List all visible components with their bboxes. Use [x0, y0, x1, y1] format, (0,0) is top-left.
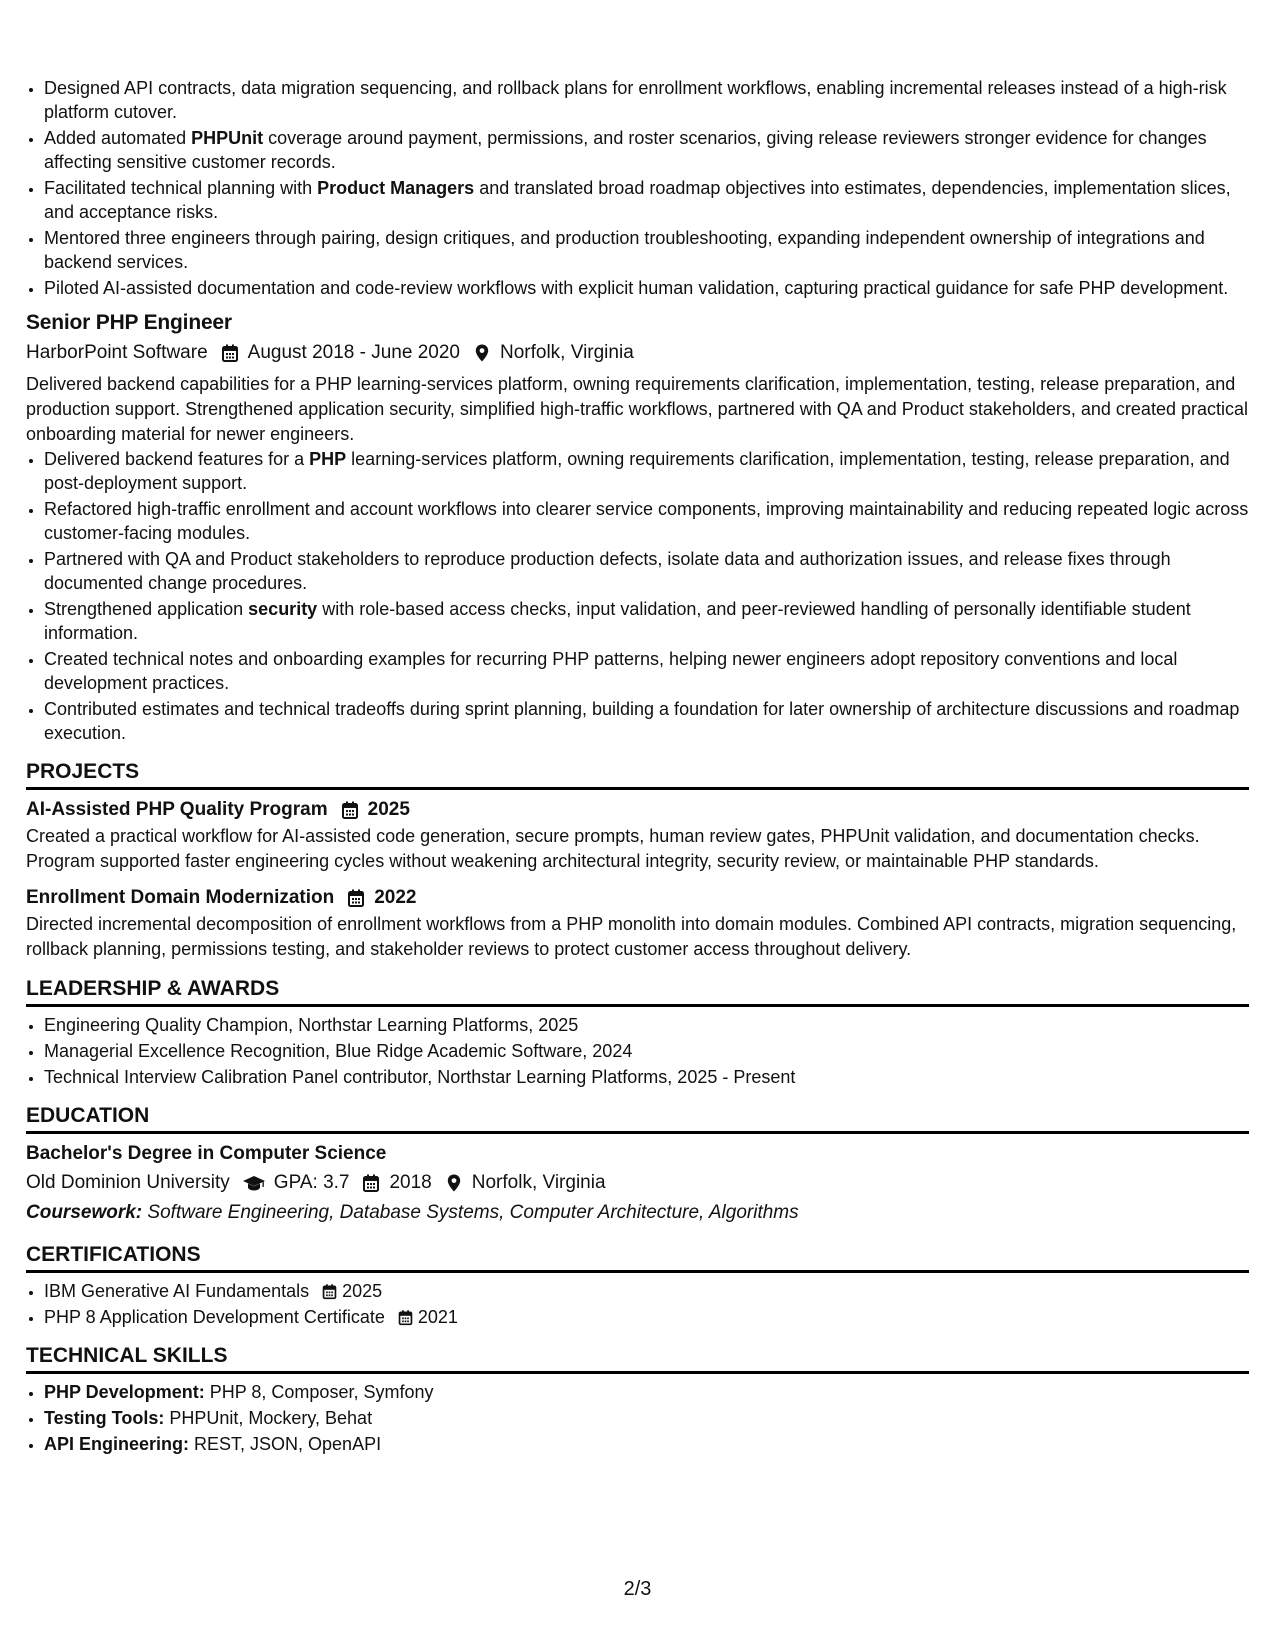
list-item: • Technical Interview Calibration Panel contributor, Northstar Learning Platforms, 2025 - Present: [44, 1065, 1249, 1089]
resume-page: [26, 76, 1249, 1458]
leadership-list: [26, 1013, 1249, 1089]
list-item: • API Engineering: REST, JSON, OpenAPI: [44, 1432, 1249, 1456]
project-title: Enrollment Domain Modernization 2022: [26, 884, 1249, 912]
list-item: • PHP Development: PHP 8, Composer, Symfony: [44, 1380, 1249, 1404]
project-year: 2022: [374, 887, 417, 908]
list-item: • PHP 8 Application Development Certificate 2021: [44, 1305, 1249, 1329]
calendar-icon: [397, 1309, 414, 1326]
map-pin-icon: [472, 343, 492, 363]
list-item: • Partnered with QA and Product stakeholders to reproduce production defects, isolate data and authorization issues, and release fixes through documented change procedures.: [44, 547, 1249, 595]
list-item: • IBM Generative AI Fundamentals 2025: [44, 1279, 1249, 1303]
list-item: • Added automated PHPUnit coverage around payment, permissions, and roster scenarios, giving release reviewers stronger evidence for changes affecting sensitive customer records.: [44, 126, 1249, 174]
calendar-icon: [340, 800, 360, 820]
project-description: Created a practical workflow for AI-assisted code generation, secure prompts, human review gates, PHPUnit validation, and documentation checks. Program supported faster engineering cycles without weakening architectural integrity, security review, or maintainable PHP standards.: [26, 826, 1200, 871]
list-item: • Engineering Quality Champion, Northstar Learning Platforms, 2025: [44, 1013, 1249, 1037]
calendar-icon: [361, 1173, 381, 1193]
job-title: Senior PHP Engineer: [26, 311, 232, 334]
degree-title: Bachelor's Degree in Computer Science: [26, 1143, 387, 1164]
list-item: • Piloted AI-assisted documentation and code-review workflows with explicit human validation, capturing practical guidance for safe PHP development.: [44, 276, 1249, 300]
list-item: • Facilitated technical planning with Product Managers and translated broad roadmap objectives into estimates, dependencies, implementation slices, and acceptance risks.: [44, 176, 1249, 224]
job-summary: Delivered backend capabilities for a PHP learning-services platform, owning requirements clarification, implementation, testing, release preparation, and production support. Strengthened application security, simplified high-traffic workflows, partnered with QA and Product stakeholders, and created practical onboarding material for newer engineers.: [26, 374, 1248, 444]
gpa: GPA: 3.7: [273, 1172, 350, 1193]
education-heading: EDUCATION: [26, 1103, 1249, 1134]
projects-heading: PROJECTS: [26, 759, 1249, 790]
coursework: Coursework: Software Engineering, Database Systems, Computer Architecture, Algorithms: [26, 1202, 799, 1223]
graduation-year: 2018: [389, 1172, 432, 1193]
job-bullets: [26, 447, 1249, 745]
list-item: • Contributed estimates and technical tradeoffs during sprint planning, building a foundation for later ownership of architecture discussions and roadmap execution.: [44, 697, 1249, 745]
certifications-heading: CERTIFICATIONS: [26, 1242, 1249, 1273]
page-number: 2/3: [623, 1578, 652, 1600]
map-pin-icon: [444, 1173, 464, 1193]
list-item: • Managerial Excellence Recognition, Blue Ridge Academic Software, 2024: [44, 1039, 1249, 1063]
list-item: • Refactored high-traffic enrollment and account workflows into clearer service components, improving maintainability and reducing repeated logic across customer-facing modules.: [44, 497, 1249, 545]
education-meta: [26, 1168, 1249, 1198]
cert-year: 2025: [342, 1281, 383, 1301]
list-item: • Designed API contracts, data migration sequencing, and rollback plans for enrollment workflows, enabling incremental releases instead of a high-risk platform cutover.: [44, 76, 1249, 124]
school-location: Norfolk, Virginia: [471, 1172, 606, 1193]
calendar-icon: [220, 343, 240, 363]
certifications-list: [26, 1279, 1249, 1329]
job-dates: August 2018 - June 2020: [247, 342, 460, 363]
list-item: • Mentored three engineers through pairing, design critiques, and production troubleshooting, expanding independent ownership of integrations and backend services.: [44, 226, 1249, 274]
skills-heading: TECHNICAL SKILLS: [26, 1343, 1249, 1374]
leadership-heading: LEADERSHIP & AWARDS: [26, 976, 1249, 1007]
job-location: Norfolk, Virginia: [500, 342, 634, 363]
company-name: HarborPoint Software: [26, 342, 208, 363]
list-item: • Testing Tools: PHPUnit, Mockery, Behat: [44, 1406, 1249, 1430]
calendar-icon: [321, 1283, 338, 1300]
cert-year: 2021: [417, 1307, 458, 1327]
skills-list: [26, 1380, 1249, 1456]
list-item: • Created technical notes and onboarding examples for recurring PHP patterns, helping newer engineers adopt repository conventions and local development practices.: [44, 647, 1249, 695]
project-year: 2025: [367, 799, 410, 820]
list-item: • Strengthened application security with role-based access checks, input validation, and peer-reviewed handling of personally identifiable student information.: [44, 597, 1249, 645]
project-description: Directed incremental decomposition of enrollment workflows from a PHP monolith into domain modules. Combined API contracts, migration sequencing, rollback planning, permissions testing, and stakeholder reviews to protect customer access throughout delivery.: [26, 914, 1237, 959]
graduation-cap-icon: [242, 1173, 266, 1193]
job-meta: [26, 338, 1249, 368]
calendar-icon: [346, 888, 366, 908]
school-name: Old Dominion University: [26, 1172, 230, 1193]
project-title: AI-Assisted PHP Quality Program 2025: [26, 796, 1249, 824]
list-item: • Delivered backend features for a PHP learning-services platform, owning requirements clarification, implementation, testing, release preparation, and post-deployment support.: [44, 447, 1249, 495]
experience-bullets-prev: [26, 76, 1249, 300]
